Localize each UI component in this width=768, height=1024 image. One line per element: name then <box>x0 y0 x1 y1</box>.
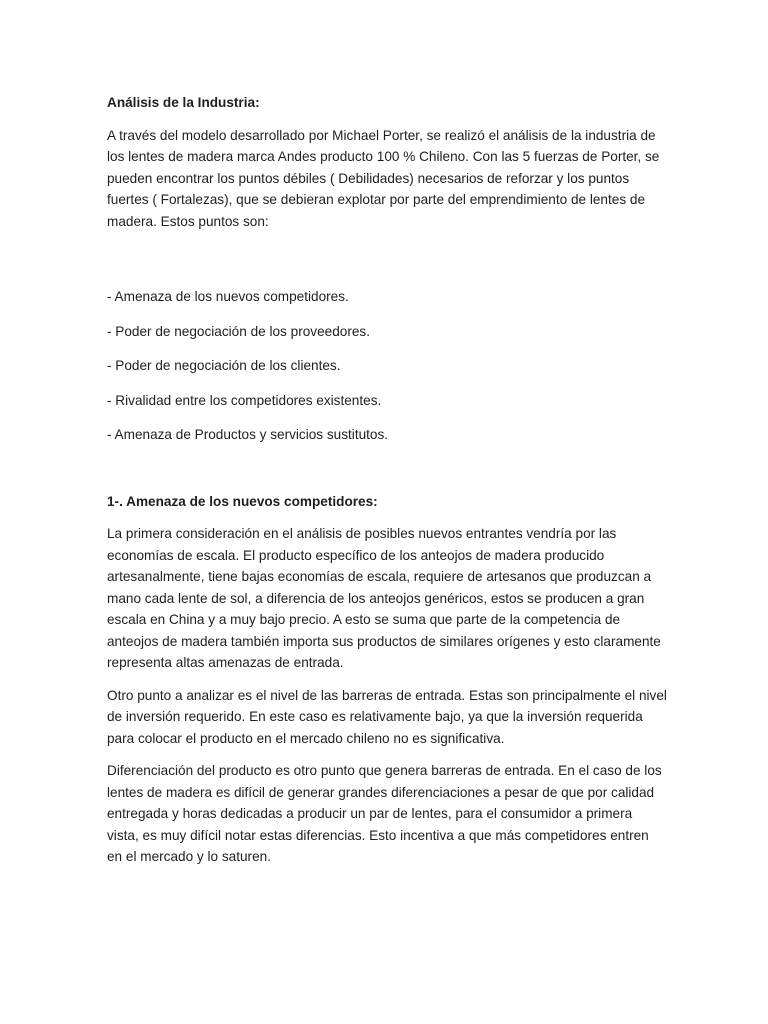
list-item: - Amenaza de los nuevos competidores. <box>107 289 349 304</box>
intro-paragraph: A través del modelo desarrollado por Michael Porter, se realizó el análisis de la industria de los lentes de madera marca Andes producto 100 % Chileno. Con las 5 fuerzas de Porter, se pueden encontrar los puntos débiles ( Debilidades) necesarios de reforzar y los puntos fuertes ( Fortalezas), que se debieran explotar por parte del emprendimiento de lentes de madera. Estos puntos son: <box>107 127 660 229</box>
list-item: - Amenaza de Productos y servicios sustitutos. <box>107 427 389 442</box>
forces-list <box>107 286 667 446</box>
list-item: - Poder de negociación de los proveedores. <box>107 323 370 339</box>
section-paragraph: Otro punto a analizar es el nivel de las barreras de entrada. Estas son principalmente el nivel de inversión requerido. En este caso es relativamente bajo, ya que la inversión requerida para colocar el producto en el mercado chileno no es significativa. <box>107 687 667 746</box>
spacer <box>107 243 667 286</box>
section-heading: 1-. Amenaza de los nuevos competidores: <box>107 493 378 509</box>
section-gap <box>107 459 667 491</box>
list-item: - Rivalidad entre los competidores existentes. <box>107 392 382 408</box>
list-item: - Poder de negociación de los clientes. <box>107 358 341 373</box>
document-body <box>107 92 667 879</box>
document-title: Análisis de la Industria: <box>107 95 260 110</box>
section-paragraph: La primera consideración en el análisis de posibles nuevos entrantes vendría por las economías de escala. El producto específico de los anteojos de madera producido artesanalmente, tiene bajas economías de escala, requiere de artesanos que produzcan a mano cada lente de sol, a diferencia de los anteojos genéricos, estos se producen a gran escala en China y a muy bajo precio. A esto se suma que parte de la competencia de anteojos de madera también importa sus productos de similares orígenes y esto claramente representa altas amenazas de entrada. <box>107 526 661 670</box>
section-paragraph: Diferenciación del producto es otro punto que genera barreras de entrada. En el caso de los lentes de madera es difícil de generar grandes diferenciaciones a pesar de que por calidad entregada y horas dedicadas a producir un par de lentes, para el consumidor a primera vista, es muy difícil notar estas diferencias. Esto incentiva a que más competidores entren en el mercado y lo saturen. <box>107 763 662 864</box>
